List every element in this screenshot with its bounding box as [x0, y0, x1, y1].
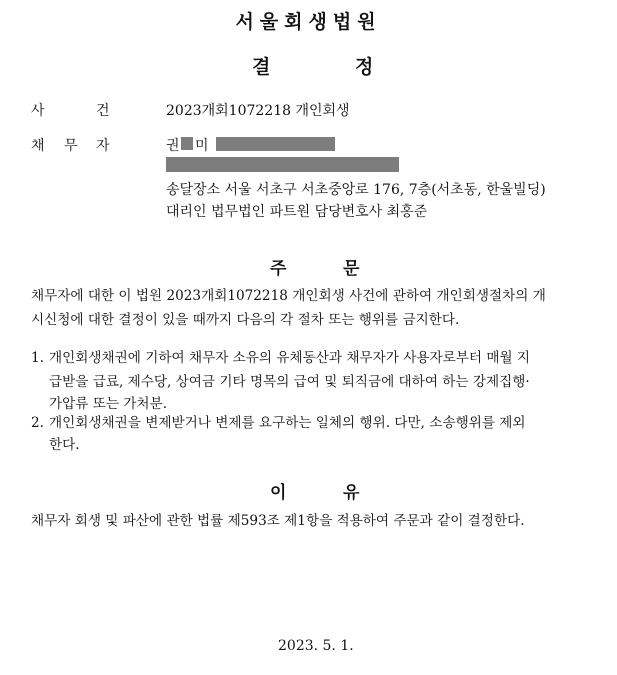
order-heading-left: 주: [270, 259, 287, 279]
id-redaction: [216, 137, 335, 151]
service-address: 송달장소 서울 서초구 서초중앙로 176, 7층(서초동, 한울빌딩): [166, 182, 546, 198]
case-label-char-1: 사: [31, 103, 45, 119]
agent-line: 대리인 법무법인 파트원 담당변호사 최홍준: [166, 204, 428, 220]
debtor-name-last: 미: [195, 138, 209, 154]
order-item-2-line-2: 한다.: [49, 437, 80, 453]
debtor-name-first: 권: [166, 138, 180, 154]
order-intro-line-2: 시신청에 대한 결정이 있을 때까지 다음의 각 절차 또는 행위를 금지한다.: [31, 312, 460, 328]
order-heading-right: 문: [343, 259, 360, 279]
debtor-label-char-2: 무: [64, 138, 78, 154]
order-intro-line-1: 채무자에 대한 이 법원 2023개회1072218 개인회생 사건에 관하여 개인회생절차의 개: [31, 288, 546, 304]
reason-heading-left: 이: [270, 483, 287, 503]
case-label-char-2: 건: [96, 103, 110, 119]
debtor-label-char-1: 채: [31, 138, 45, 154]
decision-date: 2023. 5. 1.: [278, 638, 354, 654]
doc-type-left: 결: [252, 56, 271, 78]
address-redaction: [166, 157, 399, 172]
debtor-label-char-3: 자: [96, 138, 110, 154]
case-number: 2023개회1072218 개인회생: [166, 103, 350, 119]
order-item-2-number: 2.: [31, 415, 44, 431]
court-name: 서울회생법원: [235, 11, 382, 33]
doc-type-right: 정: [355, 56, 374, 78]
order-item-1-line-1: 개인회생채권에 기하여 채무자 소유의 유체동산과 채무자가 사용자로부터 매월 지: [49, 350, 531, 366]
name-redaction: [181, 137, 193, 150]
order-item-1-number: 1.: [31, 350, 44, 366]
order-item-1-line-3: 가압류 또는 가처분.: [49, 396, 168, 412]
reason-heading-right: 유: [343, 483, 360, 503]
reason-text: 채무자 회생 및 파산에 관한 법률 제593조 제1항을 적용하여 주문과 같이 결정한다.: [31, 513, 525, 529]
order-item-2-line-1: 개인회생채권을 변제받거나 변제를 요구하는 일체의 행위. 다만, 소송행위를 제외: [49, 415, 526, 431]
order-item-1-line-2: 급받을 급료, 제수당, 상여금 기타 명목의 급여 및 퇴직금에 대하여 하는 강제집행·: [49, 374, 530, 390]
